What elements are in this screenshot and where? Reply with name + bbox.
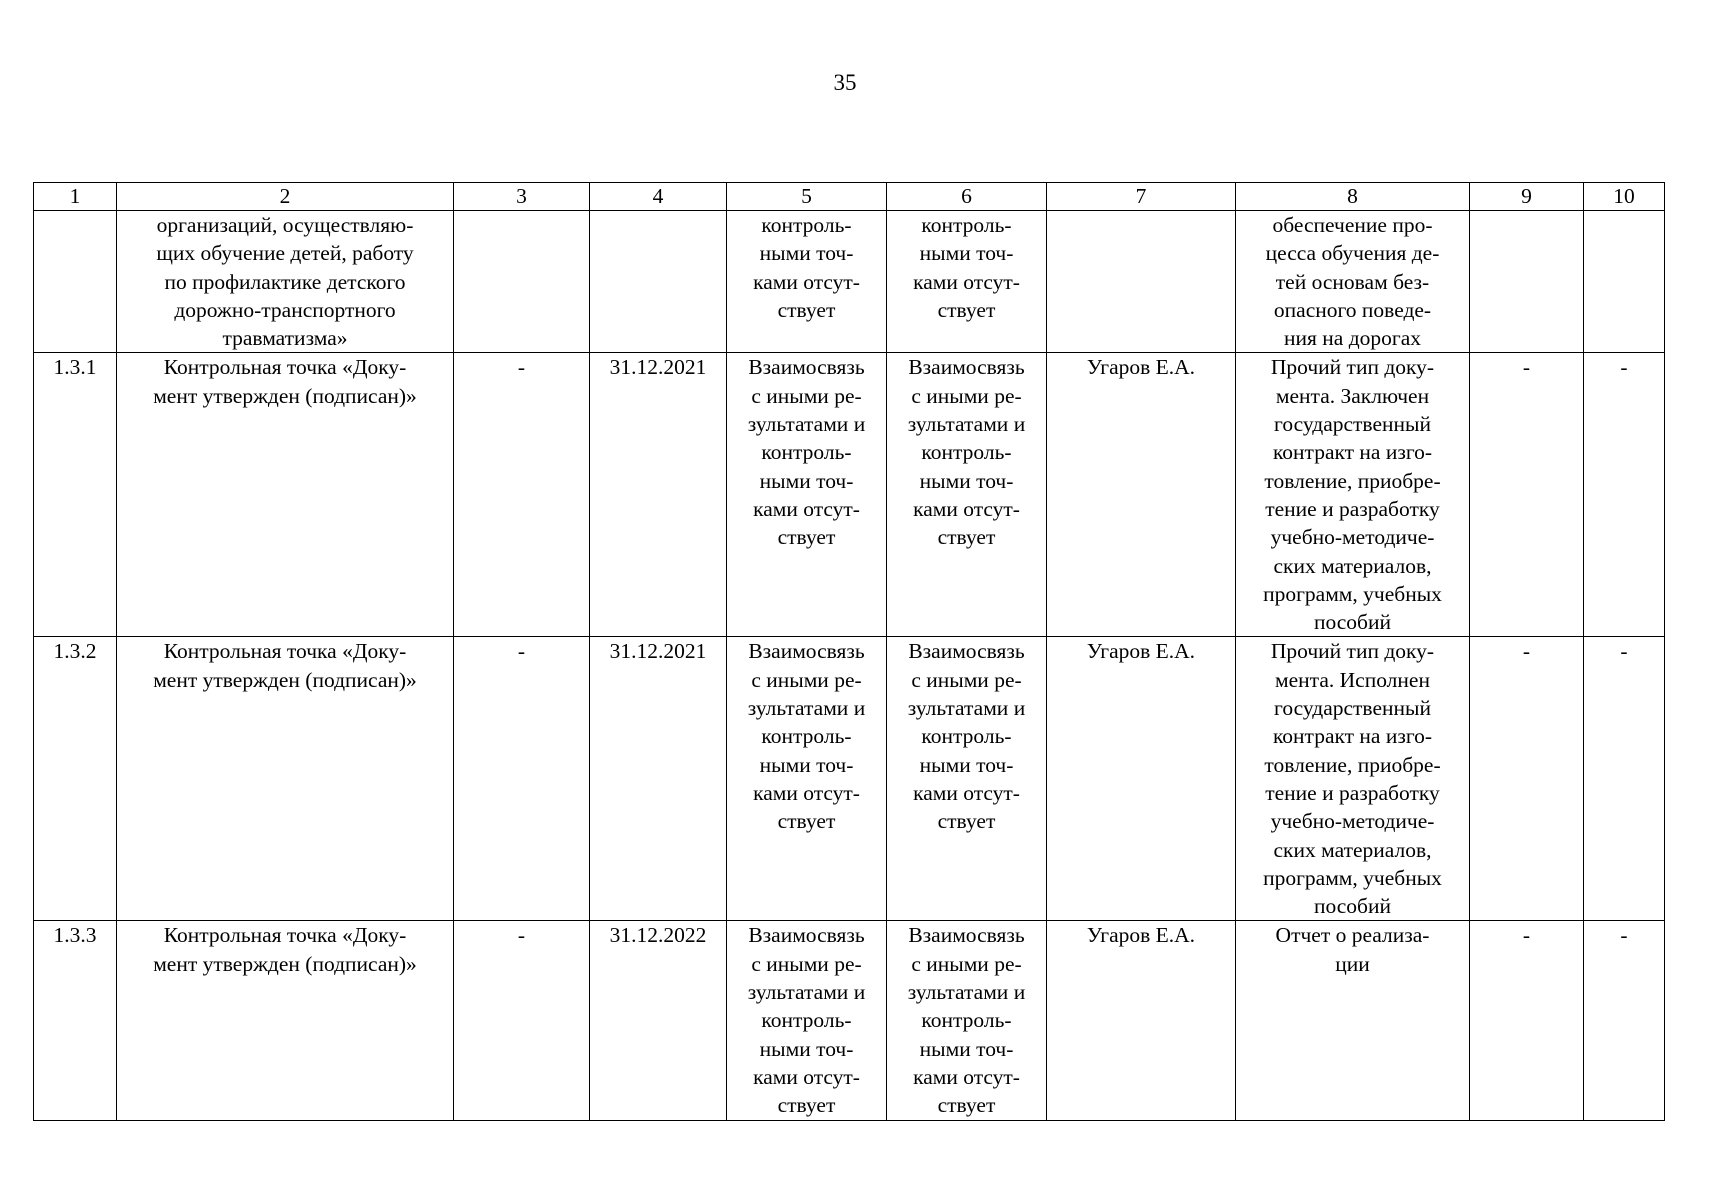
cell-text-line: -	[1620, 923, 1628, 948]
milestone-table	[33, 182, 1665, 1121]
cell-text-line: ками отсут-	[913, 1064, 1020, 1089]
cell-text-line: мент утвержден (подписан)»	[153, 951, 417, 976]
cell-text-line: ствует	[777, 525, 836, 550]
column-number-3: 3	[454, 183, 590, 211]
cell-text-line: учебно-методиче-	[1270, 525, 1435, 550]
cell-text-line: ными точ-	[919, 752, 1014, 777]
cell-text-line: 31.12.2021	[609, 639, 707, 664]
cell-col-9-value	[1470, 637, 1584, 921]
cell-base-value	[454, 353, 590, 637]
cell-text-line: контроль-	[761, 1008, 852, 1033]
cell-base-value	[454, 921, 590, 1120]
cell-text-line: тей основам без-	[1275, 269, 1430, 294]
cell-text-line: ствует	[777, 297, 836, 322]
cell-text-line: ствует	[777, 809, 836, 834]
cell-text-line: зультатами и	[907, 696, 1026, 721]
cell-text-line: -	[517, 923, 526, 948]
cell-text-line: ских материалов,	[1273, 837, 1432, 862]
cell-text-line: тение и разработку	[1265, 780, 1440, 805]
cell-text-line: ками отсут-	[913, 269, 1020, 294]
cell-text-line: ствует	[937, 297, 996, 322]
cell-col-10-value	[1584, 353, 1665, 637]
cell-text-line: ствует	[937, 809, 996, 834]
table-row	[34, 921, 1665, 1120]
cell-responsible	[1047, 921, 1236, 1120]
column-number-2: 2	[117, 183, 454, 211]
cell-base-value	[454, 637, 590, 921]
cell-text-line: ции	[1335, 951, 1370, 976]
cell-text-line: программ, учебных	[1263, 581, 1442, 606]
cell-due-date	[590, 353, 727, 637]
cell-item-number	[34, 211, 117, 353]
cell-text-line: контроль-	[761, 440, 852, 465]
cell-next-links	[887, 353, 1047, 637]
cell-text-line: Контрольная точка «Доку-	[163, 639, 407, 664]
cell-text-line: цесса обучения де-	[1265, 241, 1440, 266]
cell-next-links	[887, 637, 1047, 921]
cell-col-10-value	[1584, 211, 1665, 353]
cell-text-line: программ, учебных	[1263, 865, 1442, 890]
cell-prev-links	[727, 637, 887, 921]
cell-document-type	[1236, 921, 1470, 1120]
cell-prev-links	[727, 353, 887, 637]
cell-item-number	[34, 921, 117, 1120]
cell-text-line: ками отсут-	[753, 496, 860, 521]
cell-text-line: -	[1522, 923, 1531, 948]
cell-text-line: ными точ-	[759, 241, 854, 266]
cell-text-line: контроль-	[921, 724, 1012, 749]
cell-text-line: ками отсут-	[753, 780, 860, 805]
cell-text-line: 1.3.1	[53, 355, 97, 380]
cell-text-line: зультатами и	[747, 980, 866, 1005]
cell-text-line: с иными ре-	[911, 667, 1022, 692]
cell-text-line: -	[1522, 639, 1531, 664]
cell-text-line: товление, приобре-	[1264, 468, 1441, 493]
cell-text-line: дорожно-транспортного	[174, 297, 396, 322]
cell-text-line: зультатами и	[907, 980, 1026, 1005]
table-row	[34, 353, 1665, 637]
cell-text-line: с иными ре-	[751, 667, 862, 692]
cell-text-line: Взаимосвязь	[748, 923, 865, 948]
cell-prev-links	[727, 921, 887, 1120]
cell-item-name	[117, 921, 454, 1120]
cell-item-name	[117, 637, 454, 921]
cell-text-line: контроль-	[921, 1008, 1012, 1033]
cell-text-line: с иными ре-	[751, 383, 862, 408]
cell-col-10-value	[1584, 637, 1665, 921]
cell-text-line: ствует	[937, 525, 996, 550]
cell-text-line: с иными ре-	[911, 951, 1022, 976]
cell-text-line: мент утвержден (подписан)»	[153, 667, 417, 692]
cell-text-line: ными точ-	[759, 1036, 854, 1061]
cell-text-line: обеспечение про-	[1272, 213, 1433, 237]
cell-text-line: контракт на изго-	[1272, 440, 1433, 465]
cell-text-line: контракт на изго-	[1272, 724, 1433, 749]
cell-text-line: 1.3.3	[53, 923, 97, 948]
cell-text-line: ками отсут-	[753, 1064, 860, 1089]
cell-text-line: Угаров Е.А.	[1086, 355, 1196, 380]
page-number: 35	[833, 70, 857, 95]
table-header-row	[34, 183, 1665, 211]
cell-text-line: Угаров Е.А.	[1086, 923, 1196, 948]
cell-due-date	[590, 637, 727, 921]
cell-base-value	[454, 211, 590, 353]
cell-text-line: товление, приобре-	[1264, 752, 1441, 777]
cell-text-line: ствует	[937, 1093, 996, 1118]
cell-responsible	[1047, 353, 1236, 637]
cell-text-line: по профилактике детского	[164, 269, 406, 294]
cell-document-type	[1236, 211, 1470, 353]
column-number-5: 5	[727, 183, 887, 211]
cell-text-line: ными точ-	[759, 468, 854, 493]
cell-text-line: Взаимосвязь	[908, 639, 1025, 664]
cell-text-line: контроль-	[921, 440, 1012, 465]
cell-text-line: ными точ-	[759, 752, 854, 777]
cell-text-line: с иными ре-	[911, 383, 1022, 408]
cell-text-line: Контрольная точка «Доку-	[163, 355, 407, 380]
cell-text-line: -	[1620, 355, 1628, 380]
cell-text-line: травматизма»	[222, 326, 348, 351]
cell-text-line: контроль-	[921, 213, 1012, 237]
cell-item-name	[117, 211, 454, 353]
column-number-6: 6	[887, 183, 1047, 211]
cell-col-9-value	[1470, 353, 1584, 637]
cell-text-line: -	[517, 355, 526, 380]
column-number-4: 4	[590, 183, 727, 211]
cell-text-line: Контрольная точка «Доку-	[163, 923, 407, 948]
cell-text-line: учебно-методиче-	[1270, 809, 1435, 834]
cell-text-line: Взаимосвязь	[908, 355, 1025, 380]
cell-text-line: щих обучение детей, работу	[156, 241, 414, 266]
cell-text-line: -	[1522, 355, 1531, 380]
cell-document-type	[1236, 353, 1470, 637]
cell-due-date	[590, 211, 727, 353]
cell-due-date	[590, 921, 727, 1120]
cell-text-line: Взаимосвязь	[748, 639, 865, 664]
cell-text-line: пособий	[1313, 894, 1392, 919]
cell-text-line: ными точ-	[919, 1036, 1014, 1061]
cell-text-line: организаций, осуществляю-	[156, 213, 414, 237]
cell-next-links	[887, 921, 1047, 1120]
cell-text-line: Взаимосвязь	[908, 923, 1025, 948]
cell-text-line: Взаимосвязь	[748, 355, 865, 380]
cell-text-line: -	[517, 639, 526, 664]
cell-text-line: мента. Заключен	[1275, 383, 1430, 408]
column-number-8: 8	[1236, 183, 1470, 211]
cell-text-line: ками отсут-	[913, 496, 1020, 521]
cell-text-line: государственный	[1274, 412, 1431, 437]
table-body	[34, 183, 1665, 1121]
cell-text-line: Угаров Е.А.	[1086, 639, 1196, 664]
cell-text-line: зультатами и	[907, 412, 1026, 437]
cell-text-line: контроль-	[761, 213, 852, 237]
cell-text-line: мента. Исполнен	[1275, 667, 1430, 692]
cell-document-type	[1236, 637, 1470, 921]
column-number-1: 1	[34, 183, 117, 211]
cell-text-line: Прочий тип доку-	[1270, 355, 1435, 380]
column-number-7: 7	[1047, 183, 1236, 211]
cell-text-line: 1.3.2	[53, 639, 97, 664]
cell-item-number	[34, 353, 117, 637]
cell-text-line: пособий	[1313, 610, 1392, 635]
column-number-9: 9	[1470, 183, 1584, 211]
cell-text-line: ских материалов,	[1273, 553, 1432, 578]
cell-prev-links	[727, 211, 887, 353]
cell-text-line: ствует	[777, 1093, 836, 1118]
cell-text-line: ками отсут-	[753, 269, 860, 294]
cell-responsible	[1047, 211, 1236, 353]
cell-next-links	[887, 211, 1047, 353]
cell-text-line: контроль-	[761, 724, 852, 749]
cell-text-line: с иными ре-	[751, 951, 862, 976]
cell-text-line: Отчет о реализа-	[1275, 923, 1430, 948]
cell-text-line: 31.12.2022	[609, 923, 707, 948]
cell-text-line: зультатами и	[747, 412, 866, 437]
table-row	[34, 211, 1665, 353]
cell-item-name	[117, 353, 454, 637]
table-row	[34, 637, 1665, 921]
cell-col-10-value	[1584, 921, 1665, 1120]
cell-text-line: опасного поведе-	[1273, 297, 1432, 322]
cell-text-line: зультатами и	[747, 696, 866, 721]
cell-text-line: ными точ-	[919, 468, 1014, 493]
cell-item-number	[34, 637, 117, 921]
cell-col-9-value	[1470, 211, 1584, 353]
cell-text-line: ния на дорогах	[1284, 326, 1421, 351]
cell-text-line: -	[1620, 639, 1628, 664]
cell-text-line: Прочий тип доку-	[1270, 639, 1435, 664]
cell-text-line: 31.12.2021	[609, 355, 707, 380]
column-number-10: 10	[1584, 183, 1665, 211]
cell-text-line: государственный	[1274, 696, 1431, 721]
cell-text-line: мент утвержден (подписан)»	[153, 383, 417, 408]
cell-text-line: тение и разработку	[1265, 496, 1440, 521]
cell-responsible	[1047, 637, 1236, 921]
cell-text-line: ными точ-	[919, 241, 1014, 266]
cell-col-9-value	[1470, 921, 1584, 1120]
cell-text-line: ками отсут-	[913, 780, 1020, 805]
